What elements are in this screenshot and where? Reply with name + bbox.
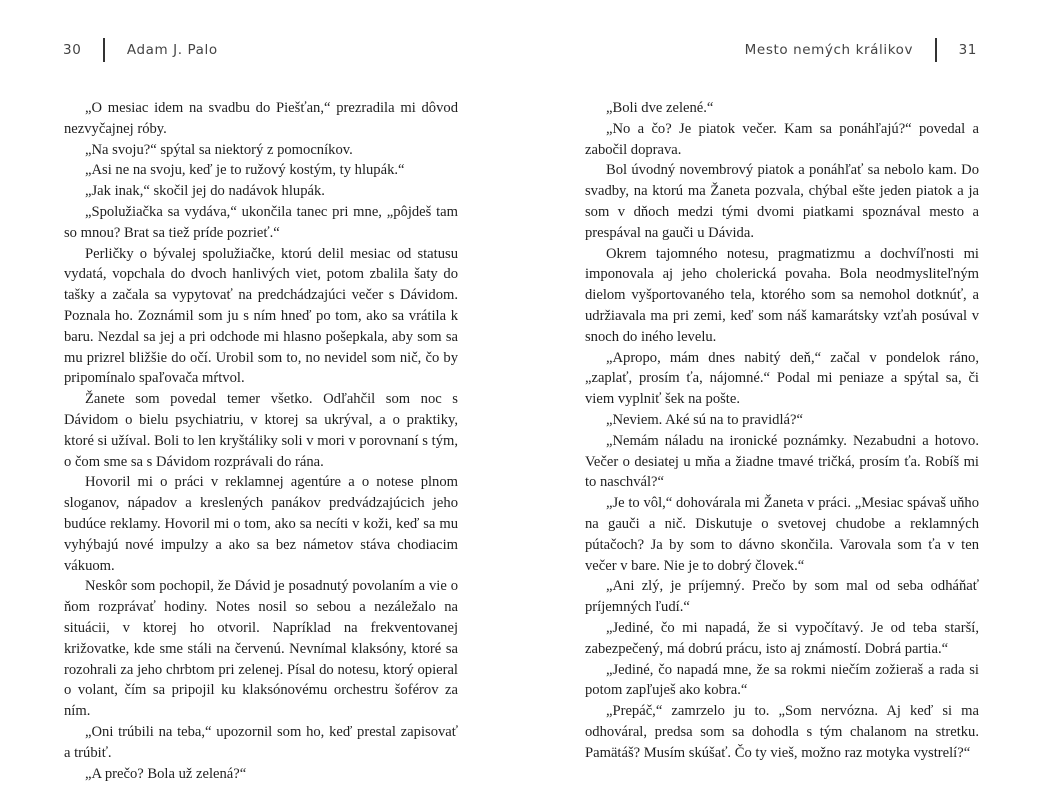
header-divider bbox=[935, 38, 937, 62]
paragraph: „No a čo? Je piatok večer. Kam sa ponáhľajú?“ povedal a zabočil doprava. bbox=[585, 120, 979, 158]
paragraph: Bol úvodný novembrový piatok a ponáhľať sa nebolo kam. Do svadby, na ktorú ma Žaneta pozvala, chýbal ešte jeden piatok a ja som v dňoch medzi tými dvomi piatkami spoznával mesto a prespával na gauči u Dávida. bbox=[585, 162, 979, 241]
paragraph: „Boli dve zelené.“ bbox=[606, 100, 714, 116]
paragraph: „Nemám náladu na ironické poznámky. Nezabudni a hotovo. Večer o desiatej u mňa a žiadne tmavé tričká, prosím ťa. Robíš mi to naschvál?“ bbox=[585, 432, 979, 491]
paragraph: „Ani zlý, je príjemný. Prečo by som mal od seba odháňať príjemných ľudí.“ bbox=[585, 578, 979, 616]
right-page-body bbox=[585, 98, 979, 764]
book-title: Mesto nemých králikov bbox=[744, 42, 914, 58]
paragraph: Neskôr som pochopil, že Dávid je posadnutý povolaním a vie o ňom rozprávať hodiny. Notes nosil so sebou a nezáležalo na situácii, v ktorej ho otvoril. Napríklad na frekventovanej križovatke, kde sme stáli na červenú. Nevnímal klaksóny, ktoré sa rozohrali za jeho chrbtom pri zelenej. Písal do notesu, ktorý opieral o volant, čím sa pripojil ku klaksónovému orchestru šoférov za ním. bbox=[64, 578, 458, 720]
paragraph: „Asi ne na svoju, keď je to ružový kostým, ty hlupák.“ bbox=[85, 162, 405, 179]
author-name: Adam J. Palo bbox=[126, 42, 218, 58]
paragraph: „Spolužiačka sa vydáva,“ ukončila tanec pri mne, „pôjdeš tam so mnou? Brat sa tiež príde pozrieť.“ bbox=[64, 203, 458, 241]
paragraph: Žanete som povedal temer všetko. Odľahčil som noc s Dávidom o bielu psychiatriu, v ktorej sa ukrýval, a o praktiky, ktoré si užíval. Boli to len kryštáliky soli v mori v porovnaní s tým, o čom sme sa s Dávidom rozprávali do rána. bbox=[64, 391, 458, 470]
left-page-number: 30 bbox=[63, 42, 82, 58]
paragraph: „Jediné, čo mi napadá, že si vypočítavý. Je od teba starší, zabezpečený, má dobrú prácu, isto aj známostí. Dobrá partia.“ bbox=[585, 619, 979, 657]
paragraph: „Neviem. Aké sú na to pravidlá?“ bbox=[606, 411, 803, 428]
paragraph: Perličky o bývalej spolužiačke, ktorú delil mesiac od statusu vydatá, vopchala do dvoch hanlivých viet, potom zbalila šaty do tašky a začala sa vypytovať na predchádzajúci večer s Dávidom. Poznala ho. Zoznámil som ju s ním hneď po tom, ako sa vrátila k baru. Nezdal sa jej a pri odchode mi hlasno pošepkala, aby som sa mu prizrel bližšie do očí. Urobil som to, no nevidel som nič, čo by pripomínalo spaľovača mŕtvol. bbox=[64, 245, 458, 387]
paragraph: „Jak inak,“ skočil jej do nadávok hlupák. bbox=[85, 183, 325, 200]
paragraph: „Prepáč,“ zamrzelo ju to. „Som nervózna. Aj keď si ma odhováral, predsa som sa dohodla s tým chalanom na stretku. Pamätáš? Musím skúšať. Čo ty vieš, možno raz motyka vystrelí?“ bbox=[585, 703, 979, 761]
left-page-body bbox=[64, 98, 458, 784]
header-divider bbox=[103, 38, 105, 62]
paragraph: „Je to vôl,“ dohovárala mi Žaneta v práci. „Mesiac spávaš uňho na gauči a nič. Diskutuje o svetovej chudobe a reklamných pútačoch? Ja by som to dávno skončila. Varovala som ťa v ten večer v bare. Nie je to dobrý človek.“ bbox=[585, 495, 979, 574]
paragraph: „O mesiac idem na svadbu do Piešťan,“ prezradila mi dôvod nezvyčajnej róby. bbox=[64, 100, 458, 137]
left-running-header bbox=[63, 38, 218, 62]
paragraph: Okrem tajomného notesu, pragmatizmu a dochvíľnosti mi imponovala aj jeho cholerická povaha. Bola neodmysliteľným dielom vyšportovaného tela, ktorého som sa nemohol dotknúť, a udržiavala ma pri zemi, keď som náš kamarátsky vzťah posúval v snoch do iného levelu. bbox=[585, 245, 979, 345]
paragraph: „Jediné, čo napadá mne, že sa rokmi niečím zožieraš a rada si potom zapľuješ ako kobra.“ bbox=[585, 661, 979, 699]
right-page-number: 31 bbox=[958, 42, 977, 58]
paragraph: Hovoril mi o práci v reklamnej agentúre a o notese plnom sloganov, nápadov a kreslených panákov predvádzajúcich jeho budúce reklamy. Hovoril mi o tom, ako sa necíti v koži, keď sa mu vyhýbajú nové impulzy a ako sa bez námetov stáva chodiacim vákuom. bbox=[64, 474, 458, 574]
paragraph: „A prečo? Bola už zelená?“ bbox=[85, 765, 247, 782]
paragraph: „Na svoju?“ spýtal sa niektorý z pomocníkov. bbox=[85, 141, 353, 158]
paragraph: „Oni trúbili na teba,“ upozornil som ho, keď prestal zapisovať a trúbiť. bbox=[64, 723, 458, 761]
right-running-header bbox=[745, 38, 977, 62]
paragraph: „Apropo, mám dnes nabitý deň,“ začal v pondelok ráno, „zaplať, prosím ťa, nájomné.“ Podal mi peniaze a spýtal sa, či viem vyplniť šek na pošte. bbox=[585, 349, 979, 408]
